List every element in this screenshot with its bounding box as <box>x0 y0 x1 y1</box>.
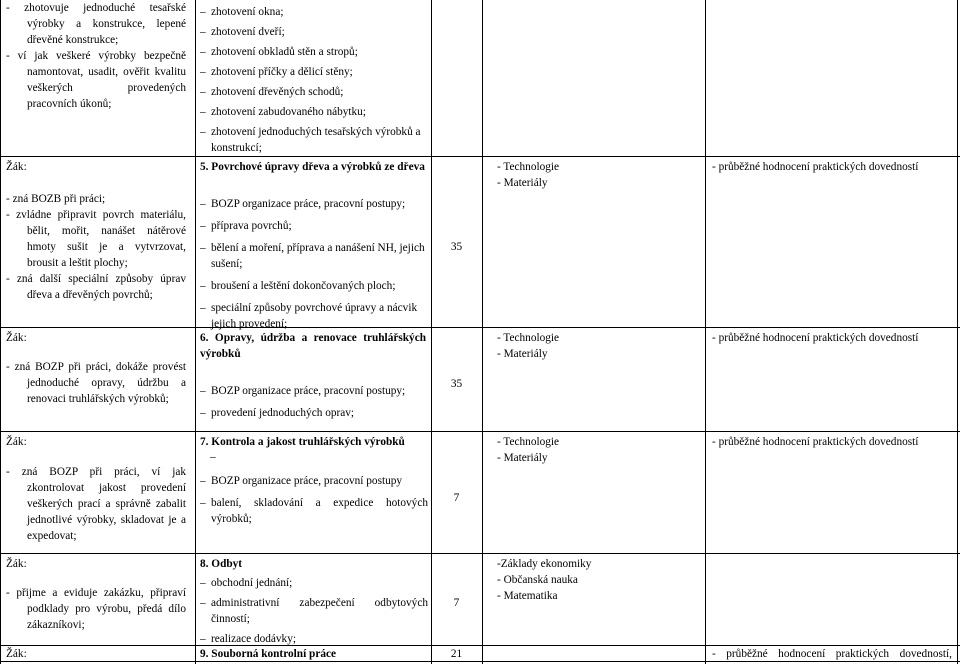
row-2-student-label: Žák: <box>6 161 27 173</box>
row-5-curriculum-items <box>200 575 428 651</box>
curriculum-item: – administrativní zabezpečení odbytových činností; <box>200 595 428 627</box>
curriculum-item: – příprava povrchů; <box>200 218 428 234</box>
related-subject: - Technologie <box>497 436 560 448</box>
related-subject: - Občanská nauka <box>497 574 578 587</box>
row-6-student-label: Žák: <box>6 648 27 660</box>
student-outcome: - zná další speciální způsoby úprav dřeva a dřevěných povrchů; <box>6 273 186 302</box>
row-3-student-label: Žák: <box>6 332 27 344</box>
student-outcome: - zná BOZB při práci; <box>6 193 106 205</box>
related-subject: - Technologie <box>497 161 560 173</box>
curriculum-item: – zhotovení okna; <box>200 4 428 20</box>
row-3-relations <box>497 330 559 362</box>
curriculum-item: – obchodní jednání; <box>200 575 428 591</box>
row-border-1 <box>0 156 960 157</box>
row-1-curriculum-items <box>200 4 428 160</box>
student-outcome: - přijme a eviduje zakázku, připraví podklady pro výrobu, předá dílo zákazníkovi; <box>6 587 186 632</box>
row-4-student-outcomes <box>6 464 186 544</box>
curriculum-item: – realizace dodávky; <box>200 631 428 647</box>
student-outcome: - zhotovuje jednoduché tesařské výrobky a konstrukce, lepené dřevěné konstrukce; <box>6 2 186 47</box>
row-3-curriculum-items <box>200 383 428 427</box>
curriculum-item: – BOZP organizace práce, pracovní postupy <box>200 473 428 489</box>
curriculum-item: – zhotovení obkladů stěn a stropů; <box>200 44 428 60</box>
column-border-3 <box>482 0 483 664</box>
curriculum-item: – balení, skladování a expedice hotových výrobků; <box>200 495 428 527</box>
row-4-topic-extra: – <box>210 451 216 463</box>
row-5-topic-title: 8. Odbyt <box>200 558 243 570</box>
column-border-2 <box>431 0 432 664</box>
row-2-student-outcomes <box>6 191 186 303</box>
row-border-2 <box>0 327 960 328</box>
row-2-topic-title: 5. Povrchové úpravy dřeva a výrobků ze dřeva <box>200 161 425 173</box>
curriculum-item: – zhotovení dřevěných schodů; <box>200 84 428 100</box>
student-outcome: - ví jak veškeré výrobky bezpečně namontovat, usadit, ověřit kvalitu veškerých provedených pracovních úkonů; <box>6 50 186 111</box>
row-6-topic-title: 9. Souborná kontrolní práce <box>200 648 337 660</box>
row-3-topic-title: 6. Opravy, údržba a renovace truhlářských výrobků <box>200 332 426 361</box>
row-2-curriculum-items <box>200 196 428 338</box>
row-5-hours: 7 <box>453 597 460 609</box>
related-subject: -Základy ekonomiky <box>497 558 592 570</box>
row-2-hours: 35 <box>450 241 463 253</box>
related-subject: - Materiály <box>497 177 548 190</box>
row-5-student-label: Žák: <box>6 558 27 570</box>
row-4-hours: 7 <box>453 492 460 504</box>
row-4-relations <box>497 434 559 466</box>
curriculum-item: – provedení jednoduchých oprav; <box>200 405 428 421</box>
curriculum-item: – zhotovení jednoduchých tesařských výrobků a konstrukcí; <box>200 124 428 156</box>
student-outcome: - zná BOZP při práci, dokáže provést jednoduché opravy, údržbu a renovaci truhlářských výrobků; <box>6 361 186 406</box>
curriculum-item: – zhotovení dveří; <box>200 24 428 40</box>
curriculum-item: – speciální způsoby povrchové úpravy a nácvik jejich provedení; <box>200 300 428 332</box>
curriculum-item: – zhotovení zabudovaného nábytku; <box>200 104 428 120</box>
row-6-hours: 21 <box>450 648 463 660</box>
row-3-assessment: - průběžné hodnocení praktických dovedností <box>712 332 919 344</box>
curriculum-item: – BOZP organizace práce, pracovní postupy; <box>200 196 428 212</box>
row-2-assessment: - průběžné hodnocení praktických dovedností <box>712 161 919 173</box>
related-subject: - Matematika <box>497 590 558 603</box>
row-6-assessment: - průběžné hodnocení praktických dovedností, <box>712 648 952 660</box>
related-subject: - Technologie <box>497 332 560 344</box>
column-border-left <box>0 0 1 664</box>
row-5-student-outcomes <box>6 585 186 633</box>
student-outcome: - zná BOZP při práci, ví jak zkontrolovat jakost provedení veškerých prací a správně zabalit jednotlivé výrobky, skladovat je a expedovat; <box>6 466 186 543</box>
column-border-1 <box>195 0 196 664</box>
curriculum-item: – zhotovení příčky a dělicí stěny; <box>200 64 428 80</box>
related-subject: - Materiály <box>497 348 548 361</box>
curriculum-item: – broušení a leštění dokončovaných ploch; <box>200 278 428 294</box>
row-4-topic-title: 7. Kontrola a jakost truhlářských výrobků <box>200 436 405 448</box>
row-4-assessment: - průběžné hodnocení praktických dovedností <box>712 436 919 448</box>
curriculum-item: – BOZP organizace práce, pracovní postupy; <box>200 383 428 399</box>
row-border-3 <box>0 431 960 432</box>
related-subject: - Materiály <box>497 452 548 465</box>
row-4-curriculum-items <box>200 473 428 533</box>
column-border-4 <box>705 0 706 664</box>
row-2-relations <box>497 159 559 191</box>
column-border-right <box>957 0 958 664</box>
row-5-relations <box>497 556 591 604</box>
row-1-student-outcomes <box>6 0 186 112</box>
row-3-hours: 35 <box>450 378 463 390</box>
student-outcome: - zvládne připravit povrch materiálu, bělit, mořit, nanášet nátěrové hmoty sušit je a vytvrzovat, brousit a leštit plochy; <box>6 209 186 270</box>
curriculum-item: – bělení a moření, příprava a nanášení NH, jejich sušení; <box>200 240 428 272</box>
row-4-student-label: Žák: <box>6 436 27 448</box>
row-border-4 <box>0 553 960 554</box>
row-3-student-outcomes <box>6 359 186 407</box>
